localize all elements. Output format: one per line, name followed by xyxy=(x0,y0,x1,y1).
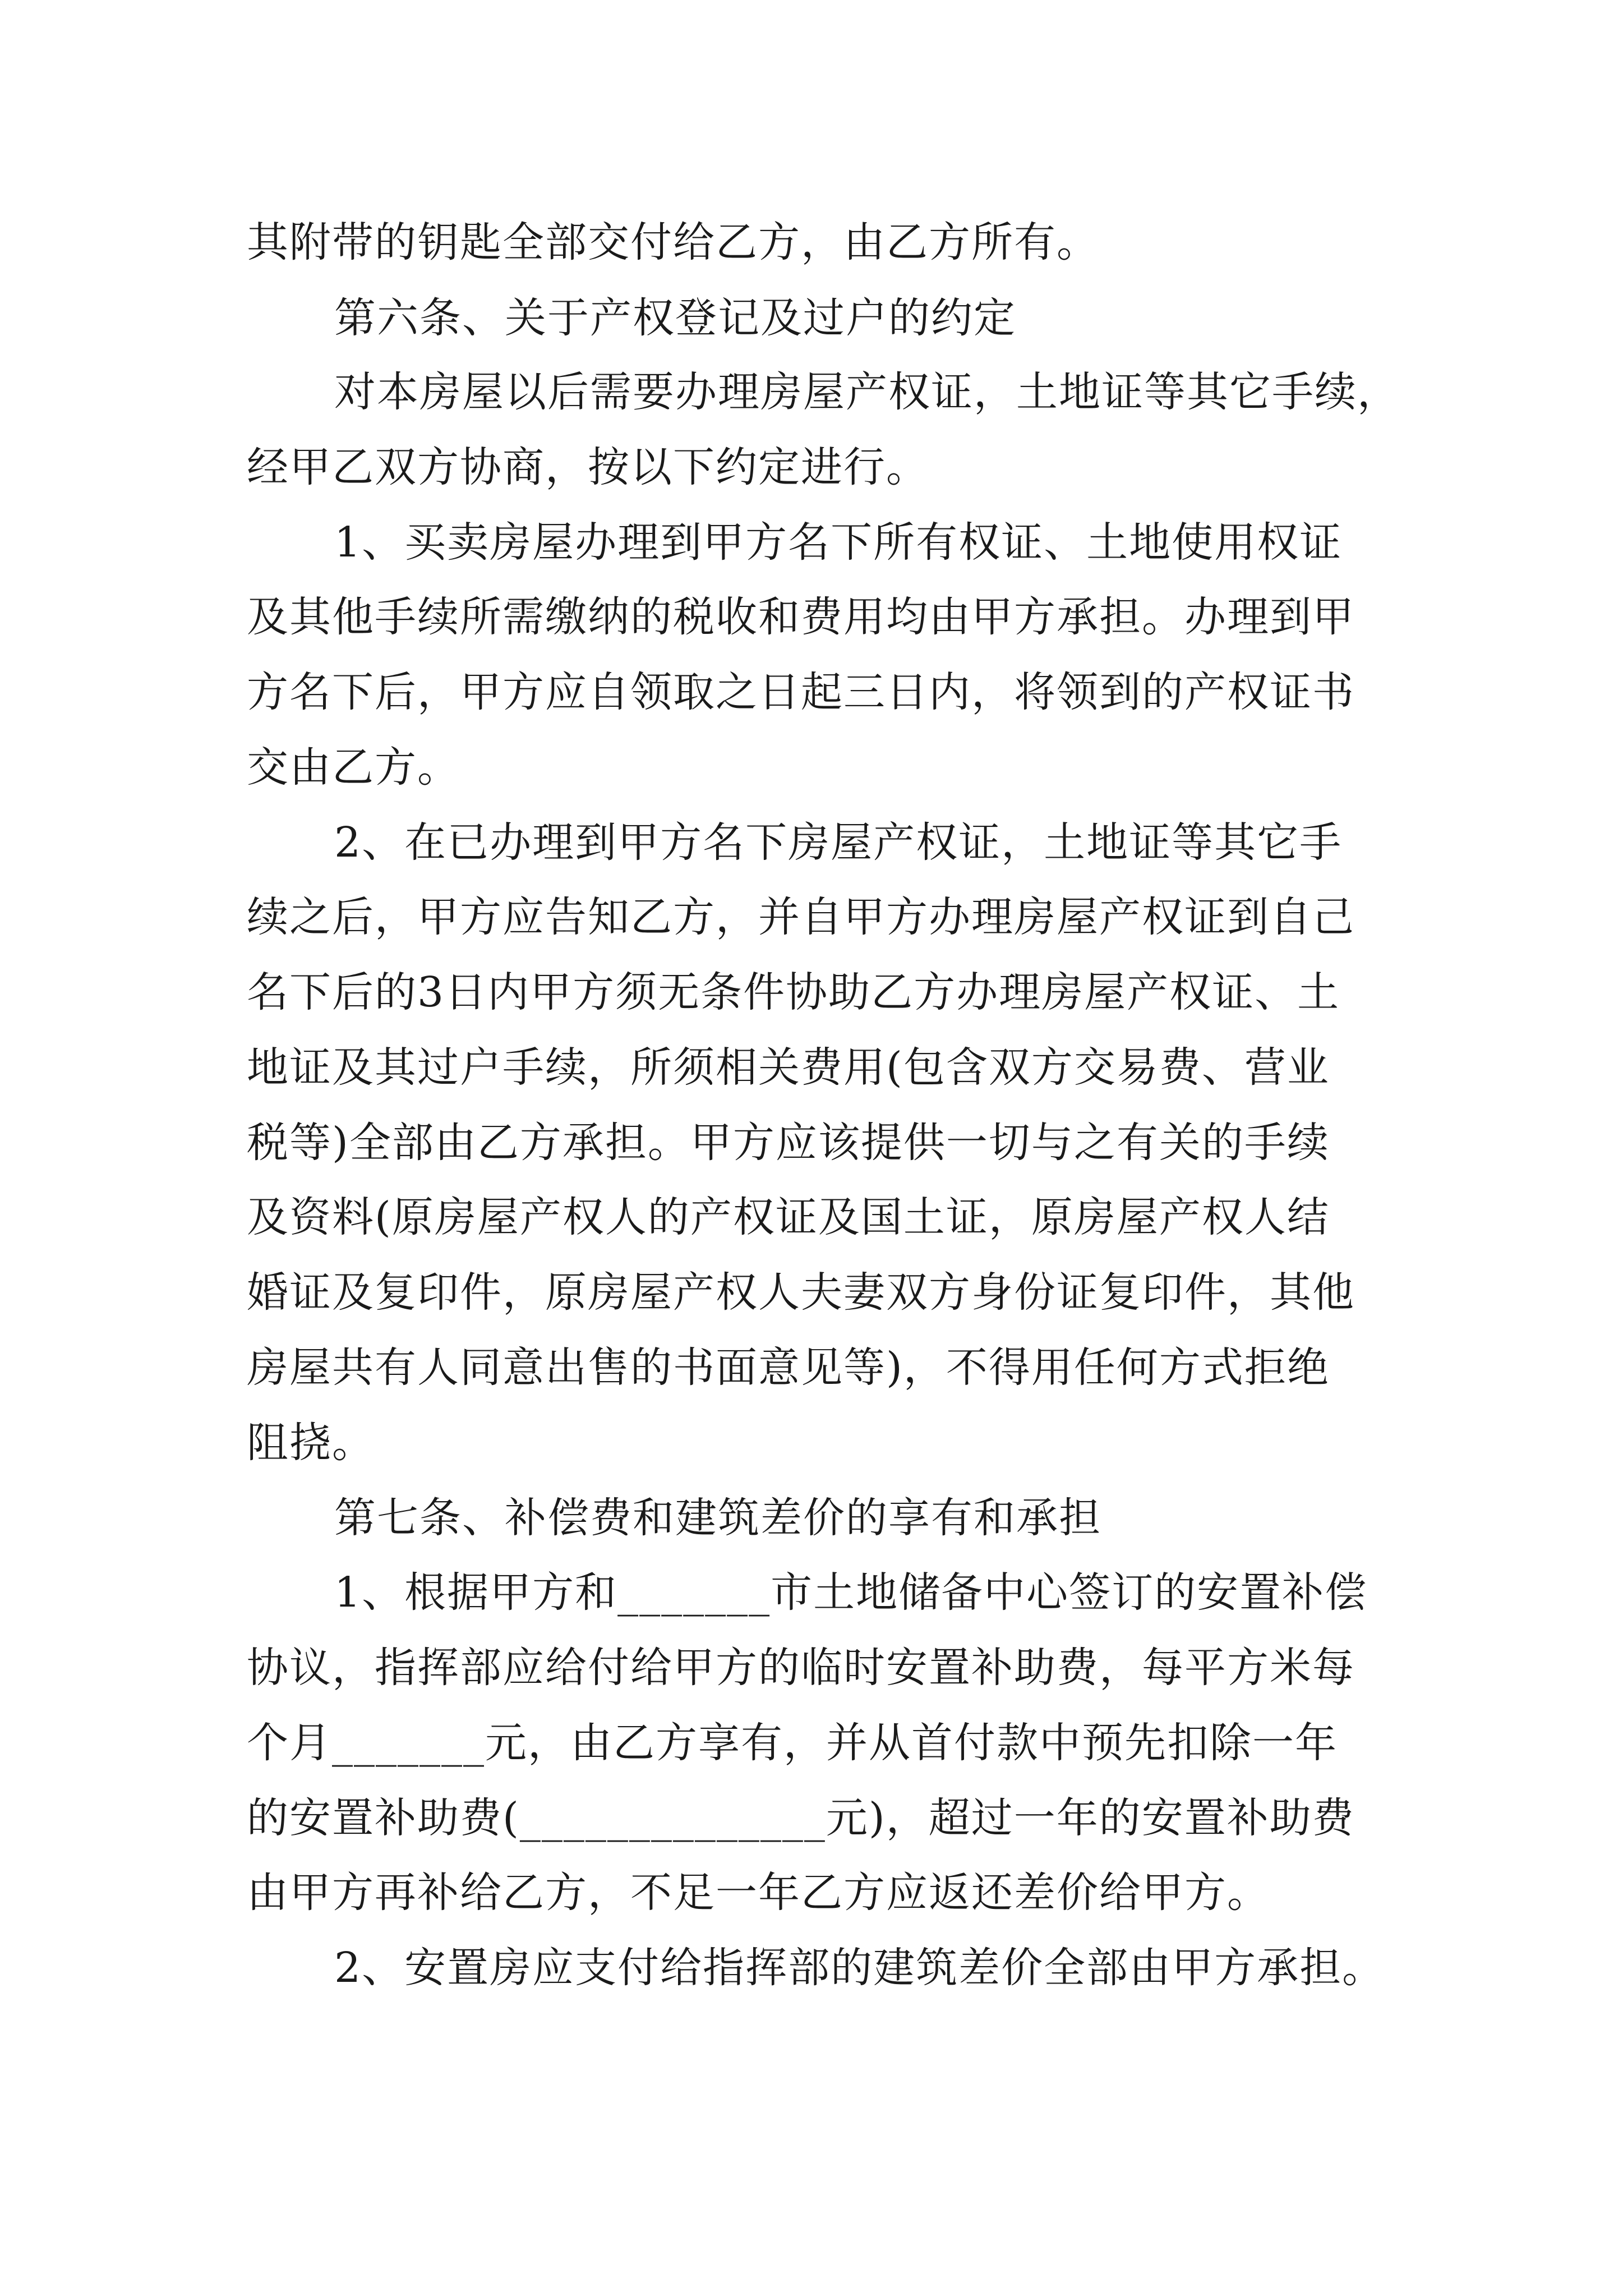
text-line: 对本房屋以后需要办理房屋产权证，土地证等其它手续， xyxy=(334,368,1400,416)
text-line: 经甲乙双方协商，按以下约定进行。 xyxy=(247,443,929,491)
text-line: 方名下后，甲方应自领取之日起三日内，将领到的产权证书 xyxy=(247,668,1355,716)
text-line: 地证及其过户手续，所须相关费用(包含双方交易费、营业 xyxy=(247,1043,1330,1092)
text-line: 房屋共有人同意出售的书面意见等)，不得用任何方式拒绝 xyxy=(247,1343,1330,1392)
section-heading: 第七条、补偿费和建筑差价的享有和承担 xyxy=(334,1494,1101,1542)
text-line: 其附带的钥匙全部交付给乙方，由乙方所有。 xyxy=(247,218,1099,266)
text-line: 婚证及复印件，原房屋产权人夫妻双方身份证复印件，其他 xyxy=(247,1268,1355,1317)
text-line: 及其他手续所需缴纳的税收和费用均由甲方承担。办理到甲 xyxy=(247,593,1355,641)
text-line: 名下后的3日内甲方须无条件协助乙方办理房屋产权证、土 xyxy=(247,968,1340,1016)
text-line: 2、安置房应支付给指挥部的建筑差价全部由甲方承担。 xyxy=(334,1944,1385,1992)
text-line: 交由乙方。 xyxy=(247,743,460,792)
text-line: 1、根据甲方和_______市土地储备中心签订的安置补偿 xyxy=(334,1568,1368,1617)
text-line: 2、在已办理到甲方名下房屋产权证，土地证等其它手 xyxy=(334,818,1343,867)
text-line: 阻挠。 xyxy=(247,1419,375,1467)
text-line: 税等)全部由乙方承担。甲方应该提供一切与之有关的手续 xyxy=(247,1119,1330,1167)
text-line: 协议，指挥部应给付给甲方的临时安置补助费，每平方米每 xyxy=(247,1644,1355,1692)
section-heading: 第六条、关于产权登记及过户的约定 xyxy=(334,294,1016,342)
text-line: 个月_______元，由乙方享有，并从首付款中预先扣除一年 xyxy=(247,1719,1338,1767)
text-line: 的安置补助费(______________元)，超过一年的安置补助费 xyxy=(247,1794,1355,1842)
text-line: 及资料(原房屋产权人的产权证及国土证，原房屋产权人结 xyxy=(247,1193,1330,1241)
text-line: 1、买卖房屋办理到甲方名下所有权证、土地使用权证 xyxy=(334,518,1343,567)
text-line: 由甲方再补给乙方，不足一年乙方应返还差价给甲方。 xyxy=(247,1869,1270,1917)
text-line: 续之后，甲方应告知乙方，并自甲方办理房屋产权证到自己 xyxy=(247,893,1355,941)
